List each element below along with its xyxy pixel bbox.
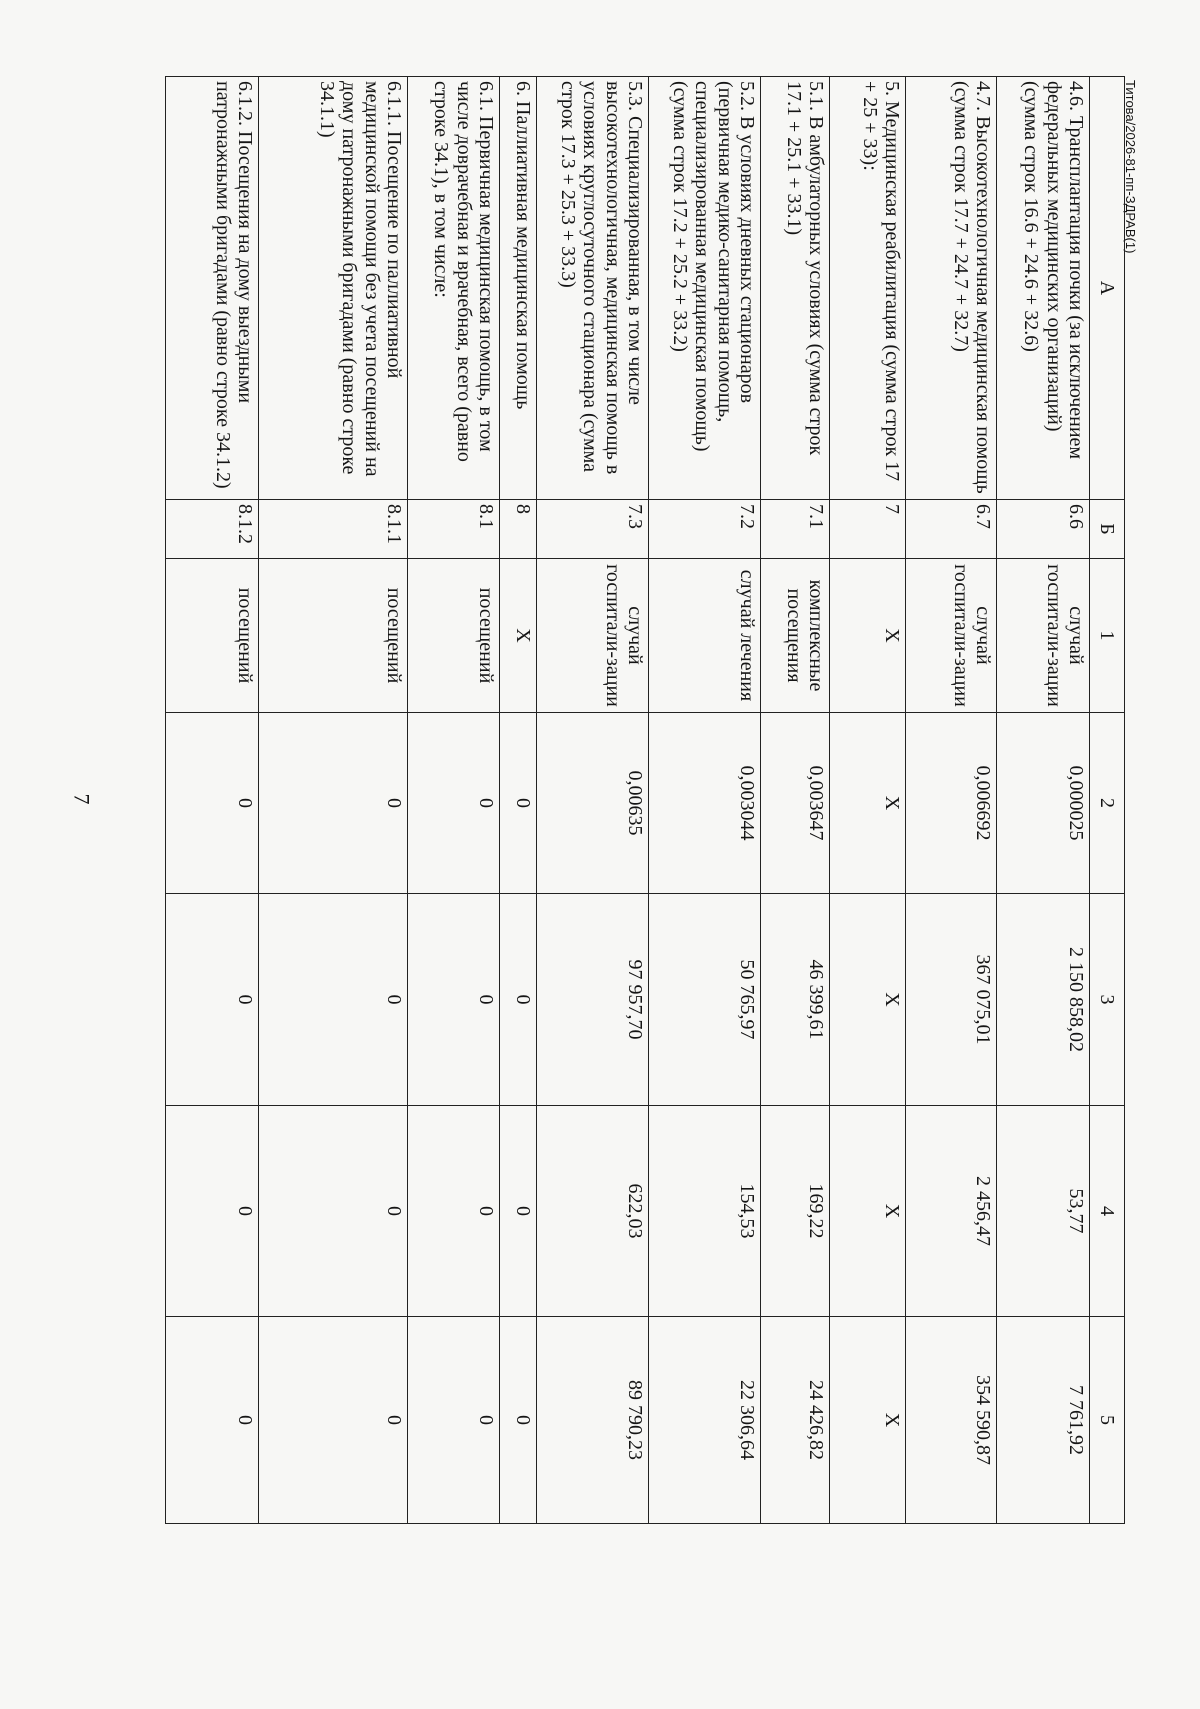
unit-cell: случай госпитали-зации xyxy=(537,559,649,713)
row-code: 6.7 xyxy=(906,500,997,559)
row-description: 6.1.2. Посещения на дому выездными патронажными бригадами (равно строке 34.1.2) xyxy=(166,77,259,500)
value-cell: 354 590,87 xyxy=(906,1317,997,1524)
value-cell: 0 xyxy=(500,1106,537,1317)
row-description: 5.1. В амбулаторных условиях (сумма строк 17.1 + 25.1 + 33.1) xyxy=(761,77,830,500)
value-cell: 89 790,23 xyxy=(537,1317,649,1524)
table-row xyxy=(500,77,537,1524)
row-code: 7.1 xyxy=(761,500,830,559)
row-description: 5.2. В условиях дневных стационаров (первичная медико-санитарная помощь, специализированная медицинская помощь) (сумма строк 17.2 + 25.2 + 33.2) xyxy=(649,77,761,500)
row-description: 6. Паллиативная медицинская помощь xyxy=(500,77,537,500)
header-cell: Б xyxy=(1090,500,1125,559)
table-row xyxy=(537,77,649,1524)
value-cell: Х xyxy=(830,1106,906,1317)
row-code: 7.3 xyxy=(537,500,649,559)
value-cell: 0 xyxy=(166,713,259,894)
unit-cell: посещений xyxy=(166,559,259,713)
value-cell: 2 150 858,02 xyxy=(997,894,1090,1106)
value-cell: 0 xyxy=(166,1317,259,1524)
row-description: 4.7. Высокотехнологичная медицинская помощь (сумма строк 17.7 + 24.7 + 32.7) xyxy=(906,77,997,500)
value-cell: 2 456,47 xyxy=(906,1106,997,1317)
table-row xyxy=(906,77,997,1524)
value-cell: 0 xyxy=(408,713,500,894)
page-number: 7 xyxy=(69,793,95,805)
header-cell: 1 xyxy=(1090,559,1125,713)
row-code: 8 xyxy=(500,500,537,559)
value-cell: 22 306,64 xyxy=(649,1317,761,1524)
unit-cell: комплексные посещения xyxy=(761,559,830,713)
table-row xyxy=(259,77,408,1524)
unit-cell: посещений xyxy=(259,559,408,713)
row-description: 6.1.1. Посещение по паллиативной медицинской помощи без учета посещений на дому патронажными бригадами (равно строке 34.1.1) xyxy=(259,77,408,500)
header-cell: 3 xyxy=(1090,894,1125,1106)
unit-cell: случай лечения xyxy=(649,559,761,713)
unit-cell: Х xyxy=(830,559,906,713)
header-cell: А xyxy=(1090,77,1125,500)
table-row xyxy=(408,77,500,1524)
value-cell: 0 xyxy=(408,1106,500,1317)
value-cell: 0 xyxy=(500,894,537,1106)
value-cell: 0 xyxy=(166,894,259,1106)
row-code: 8.1.2 xyxy=(166,500,259,559)
header-cell: 5 xyxy=(1090,1317,1125,1524)
value-cell: 0,006692 xyxy=(906,713,997,894)
value-cell: 0 xyxy=(259,1317,408,1524)
value-cell: 0 xyxy=(259,713,408,894)
row-description: 6.1. Первичная медицинская помощь, в том числе доврачебная и врачебная, всего (равно строке 34.1), в том числе: xyxy=(408,77,500,500)
value-cell: 0,000025 xyxy=(997,713,1090,894)
row-description: 5.3. Специализированная, в том числе высокотехнологичная, медицинская помощь в условиях круглосуточного стационара (сумма строк 17.3 + 25.3 + 33.3) xyxy=(537,77,649,500)
unit-cell: посещений xyxy=(408,559,500,713)
rotated-table-container xyxy=(120,76,1125,1523)
row-code: 7.2 xyxy=(649,500,761,559)
unit-cell: Х xyxy=(500,559,537,713)
row-description: 4.6. Трансплантация почки (за исключением федеральных медицинских организаций) (сумма строк 16.6 + 24.6 + 32.6) xyxy=(997,77,1090,500)
value-cell: Х xyxy=(830,1317,906,1524)
value-cell: 7 761,92 xyxy=(997,1317,1090,1524)
value-cell: 53,77 xyxy=(997,1106,1090,1317)
row-description: 5. Медицинская реабилитация (сумма строк 17 + 25 + 33): xyxy=(830,77,906,500)
value-cell: 0 xyxy=(500,1317,537,1524)
row-code: 8.1 xyxy=(408,500,500,559)
value-cell: 46 399,61 xyxy=(761,894,830,1106)
value-cell: 169,22 xyxy=(761,1106,830,1317)
unit-cell: случай госпитали-зации xyxy=(997,559,1090,713)
value-cell: Х xyxy=(830,894,906,1106)
value-cell: 0 xyxy=(259,894,408,1106)
value-cell: 622,03 xyxy=(537,1106,649,1317)
row-code: 7 xyxy=(830,500,906,559)
footer-document-code: Титова/2026-81-пп-ЗДРАВ(1) xyxy=(1123,80,1138,254)
table-row xyxy=(830,77,906,1524)
table-row xyxy=(761,77,830,1524)
value-cell: 0 xyxy=(166,1106,259,1317)
value-cell: 0 xyxy=(500,713,537,894)
value-cell: 367 075,01 xyxy=(906,894,997,1106)
table-row xyxy=(166,77,259,1524)
value-cell: 0,003044 xyxy=(649,713,761,894)
value-cell: 154,53 xyxy=(649,1106,761,1317)
value-cell: 0 xyxy=(259,1106,408,1317)
unit-cell: случай госпитали-зации xyxy=(906,559,997,713)
table-header-row xyxy=(1090,77,1125,1524)
row-code: 6.6 xyxy=(997,500,1090,559)
value-cell: Х xyxy=(830,713,906,894)
value-cell: 0,00635 xyxy=(537,713,649,894)
value-cell: 97 957,70 xyxy=(537,894,649,1106)
value-cell: 0 xyxy=(408,1317,500,1524)
value-cell: 0,003647 xyxy=(761,713,830,894)
value-cell: 0 xyxy=(408,894,500,1106)
data-table xyxy=(165,76,1125,1524)
value-cell: 50 765,97 xyxy=(649,894,761,1106)
header-cell: 4 xyxy=(1090,1106,1125,1317)
value-cell: 24 426,82 xyxy=(761,1317,830,1524)
row-code: 8.1.1 xyxy=(259,500,408,559)
header-cell: 2 xyxy=(1090,713,1125,894)
table-row xyxy=(649,77,761,1524)
table-row xyxy=(997,77,1090,1524)
